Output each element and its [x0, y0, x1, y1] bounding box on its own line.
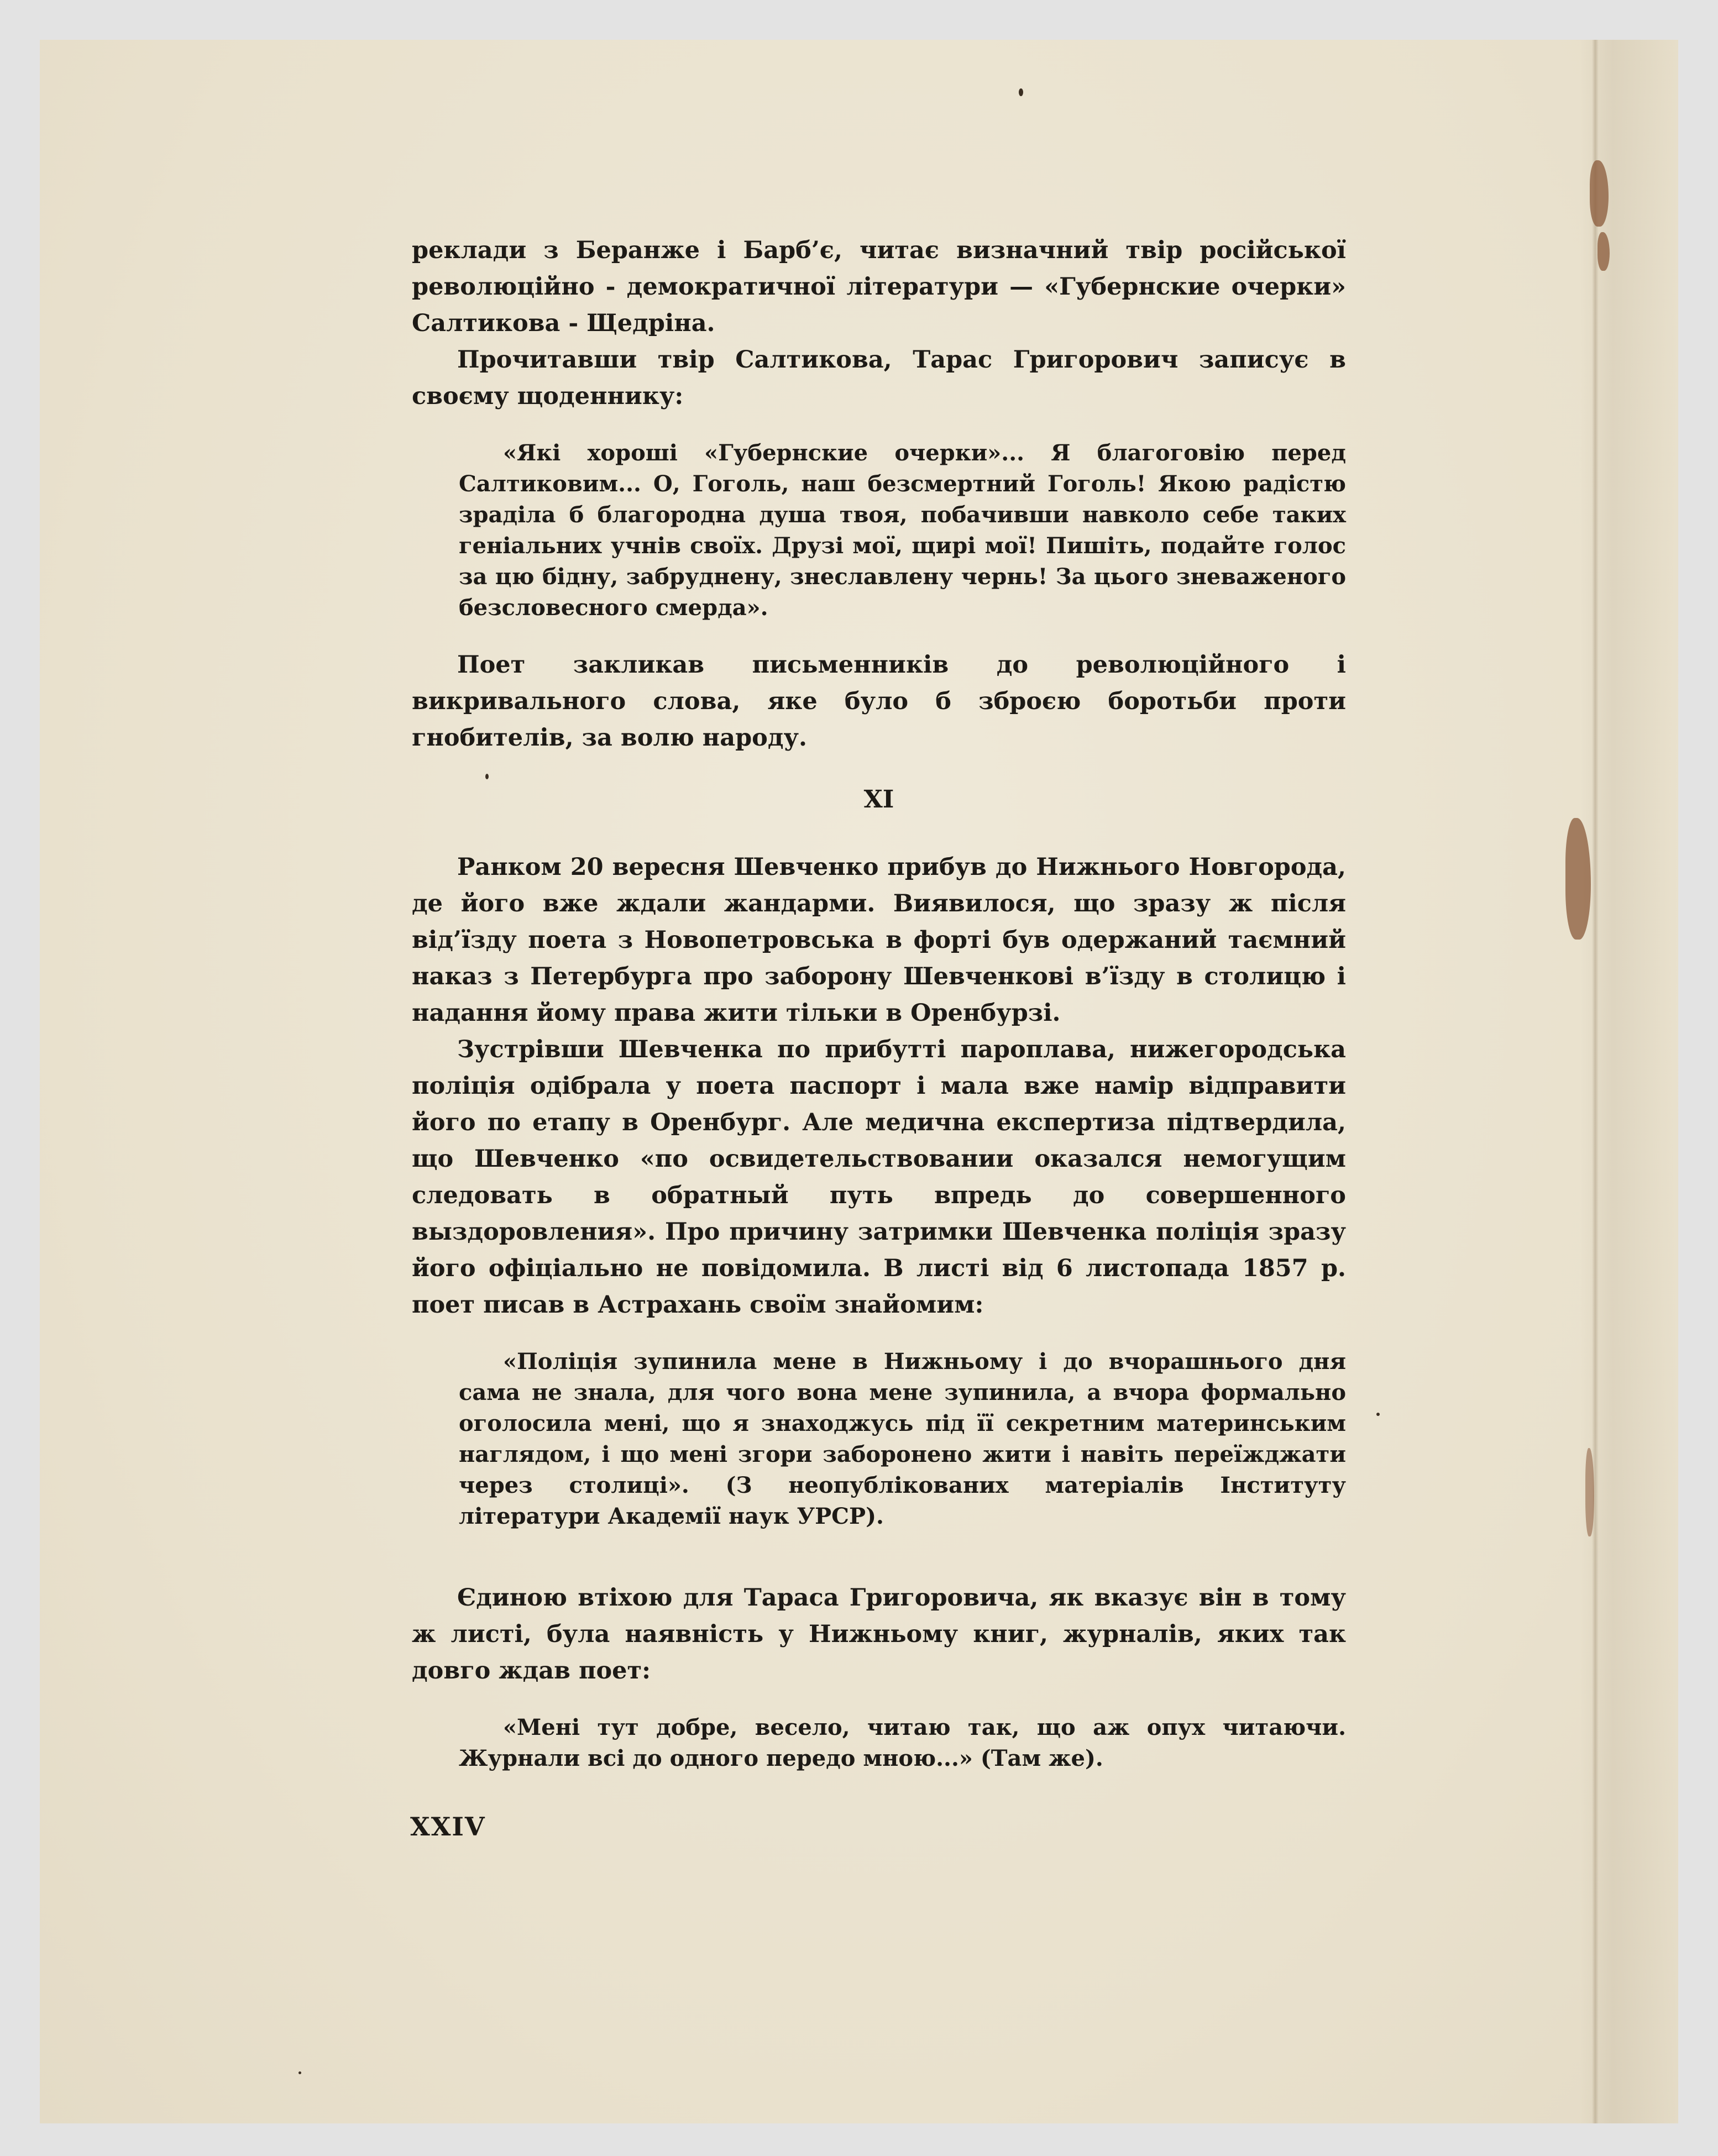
- spacer: [412, 1555, 1346, 1580]
- quote-diary: «Які хороші «Губернские очерки»... Я благоговію перед Салтиковим... О, Гоголь, наш безсмертний Гоголь! Якою радістю зраділа б благородна душа твоя, побачивши навколо себе таких геніальних учнів своїх. Друзі мої, щирі мої! Пишіть, подайте голос за цю бідну, забруднену, знеславлену чернь! За цього зневаженого безсловесного смерда».: [459, 440, 1346, 621]
- paragraph-continuation: реклади з Беранже і Барб’є, читає визначний твір російської революційно - демократичної літератури — «Губернские очерки» Салтикова - Щедріна.: [412, 237, 1346, 337]
- paper-speck: [1019, 88, 1023, 96]
- section-heading: XI: [863, 785, 894, 814]
- paragraph-police: Зустрівши Шевченка по прибутті пароплава, нижегородська поліція одібрала у поета паспорт і мала вже намір відправити його по етапу в Оренбург. Але медична експертиза підтвердила, що Шевченко «по освидетельствовании оказался немогущим следовать в обратный путь впредь до совершенного выздоровления». Про причину затримки Шевченка поліція зразу його офіціально не повідомила. В листі від 6 листопада 1857 р. поет писав в Астрахань своїм знайомим:: [412, 1036, 1346, 1319]
- paragraph-arrival: Ранком 20 вересня Шевченко прибув до Нижнього Новгорода, де його вже ждали жандарми. Виявилося, що зразу ж після від’їзду поета з Новопетровська в форті був одержаний таємний наказ з Петербурга про заборону Шевченкові в’їзду в столицю і надання йому права жити тільки в Оренбурзі.: [412, 853, 1346, 1027]
- page-number: XXIV: [410, 1812, 486, 1842]
- paragraph-comfort: Єдиною втіхою для Тараса Григоровича, як вказує він в тому ж листі, була наявність у Нижньому книг, журналів, яких так довго ждав поет:: [412, 1584, 1346, 1685]
- page-edge-shadow: [1592, 40, 1599, 2123]
- paper-speck: [1376, 1413, 1380, 1416]
- paper-speck: [298, 2071, 301, 2074]
- paragraph-call: Поет закликав письменників до революційного і викривального слова, яке було б зброєю боротьби проти гнобителів, за волю народу.: [412, 651, 1346, 752]
- page-text: [412, 232, 1346, 1797]
- quote-reading: «Мені тут добре, весело, читаю так, що аж опух читаючи. Журнали всі до одного передо мною...» (Там же).: [459, 1714, 1346, 1771]
- paragraph-diary: Прочитавши твір Салтикова, Тарас Григорович записує в своєму щоденнику:: [412, 346, 1346, 410]
- quote-letter: «Поліція зупинила мене в Нижньому і до вчорашнього дня сама не знала, для чого вона мене зупинила, а вчора формально оголосила мені, що я знаходжусь під її секретним материнським наглядом, і що мені згори заборонено жити і навіть переїжджати через столиці». (З неопублікованих матеріалів Інституту літератури Академії наук УРСР).: [459, 1349, 1346, 1529]
